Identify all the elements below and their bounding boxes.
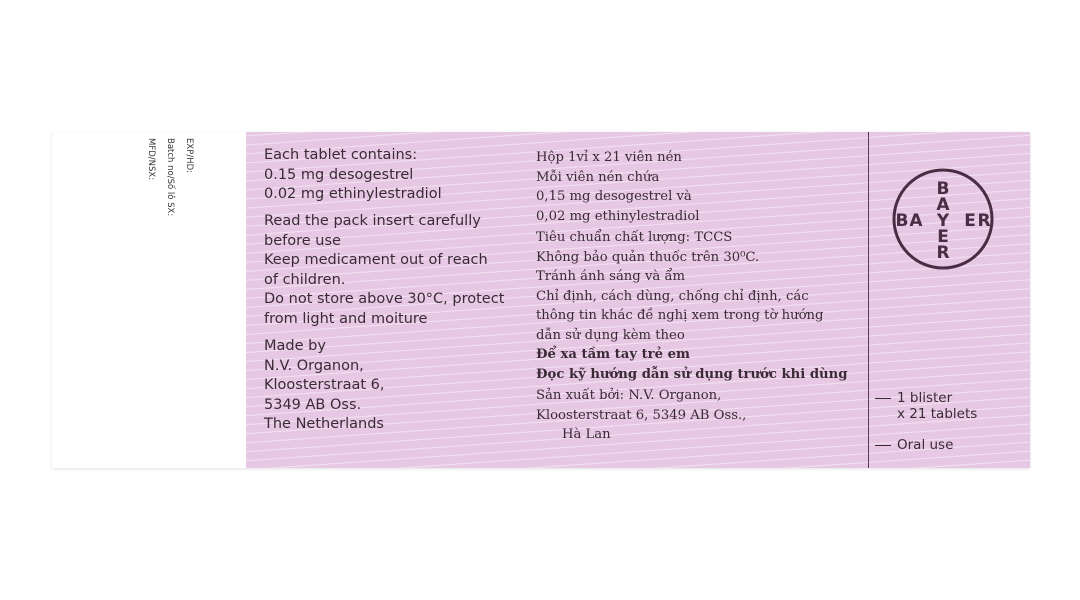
oral-use-label [875,437,953,453]
english-contains-line: 0.02 mg ethinylestradiol [264,186,442,202]
english-instructions-block [264,212,504,329]
exp-label: EXP/HD: [184,138,194,173]
svg-text:R: R [936,243,950,263]
svg-text:E: E [937,227,949,247]
blister-line: 1 blister [897,390,953,406]
vn-read-before-line: Đọc kỹ hướng dẫn sử dụng trước khi dùng [536,366,848,382]
vietnamese-text-block [536,148,847,445]
svg-text:Y: Y [936,211,950,231]
mfd-label-column [146,138,158,258]
svg-text:A: A [936,195,950,215]
vn-storage-line: Không bảo quản thuốc trên 30⁰C. [536,249,760,265]
pink-label-area [246,132,1030,468]
medicine-box-panel [52,132,1030,468]
svg-text:E: E [964,211,976,231]
english-read-line: before use [264,232,341,249]
english-made-line: N.V. Organon, [264,357,364,374]
mfd-label: MFD/NSX: [146,138,156,181]
english-read-line: Read the pack insert carefully [264,213,481,229]
blister-count [875,390,977,422]
oral-use-text: Oral use [897,437,954,453]
side-panel-divider [868,132,869,468]
vn-manufacturer-line: Hà Lan [562,427,611,442]
english-made-line: Kloosterstraat 6, [264,377,385,393]
vn-pack-line: Hộp 1vỉ x 21 viên nén [536,150,682,165]
vn-indications-line: dẫn sử dụng kèm theo [536,327,685,343]
svg-text:B: B [895,211,909,231]
svg-text:A: A [909,211,923,231]
english-contains-block [264,146,442,205]
vn-standard-line: Tiêu chuẩn chất lượng: TCCS [536,230,733,245]
svg-text:B: B [936,179,950,199]
english-made-line: 5349 AB Oss. [264,396,362,413]
vn-manufacturer-line: Sản xuất bởi: N.V. Organon, [536,388,722,403]
bayer-logo [888,164,998,274]
vn-indications-line: thông tin khác đề nghị xem trong tờ hướng [536,308,824,323]
english-contains-line: 0.15 mg desogestrel [264,166,414,183]
tablets-line: x 21 tablets [897,406,978,422]
english-made-line: Made by [264,338,326,354]
vn-ingredient-line: 0,15 mg desogestrel và [536,189,692,204]
english-storage-line: from light and moiture [264,310,428,327]
vn-light-line: Tránh ánh sáng và ẩm [536,269,686,284]
english-made-line: The Netherlands [264,416,384,432]
batch-label: Batch no/Số lô SX: [165,138,175,217]
english-keep-line: of children. [264,271,346,288]
svg-text:R: R [977,211,991,231]
english-storage-line: Do not store above 30°C, protect [264,291,505,307]
english-keep-line: Keep medicament out of reach [264,252,488,268]
batch-label-column [165,138,177,258]
english-contains-line: Each tablet contains: [264,147,418,163]
vn-keep-away-line: Để xa tầm tay trẻ em [536,347,690,362]
exp-label-column [184,138,196,258]
vn-indications-line: Chỉ định, cách dùng, chống chỉ định, các [536,288,809,304]
vn-ingredient-line: 0,02 mg ethinylestradiol [536,208,700,224]
batch-info-flap [52,132,246,468]
vn-manufacturer-line: Kloosterstraat 6, 5349 AB Oss., [536,407,747,423]
vn-each-line: Mỗi viên nén chứa [536,169,660,185]
english-manufacturer-block [264,337,385,435]
